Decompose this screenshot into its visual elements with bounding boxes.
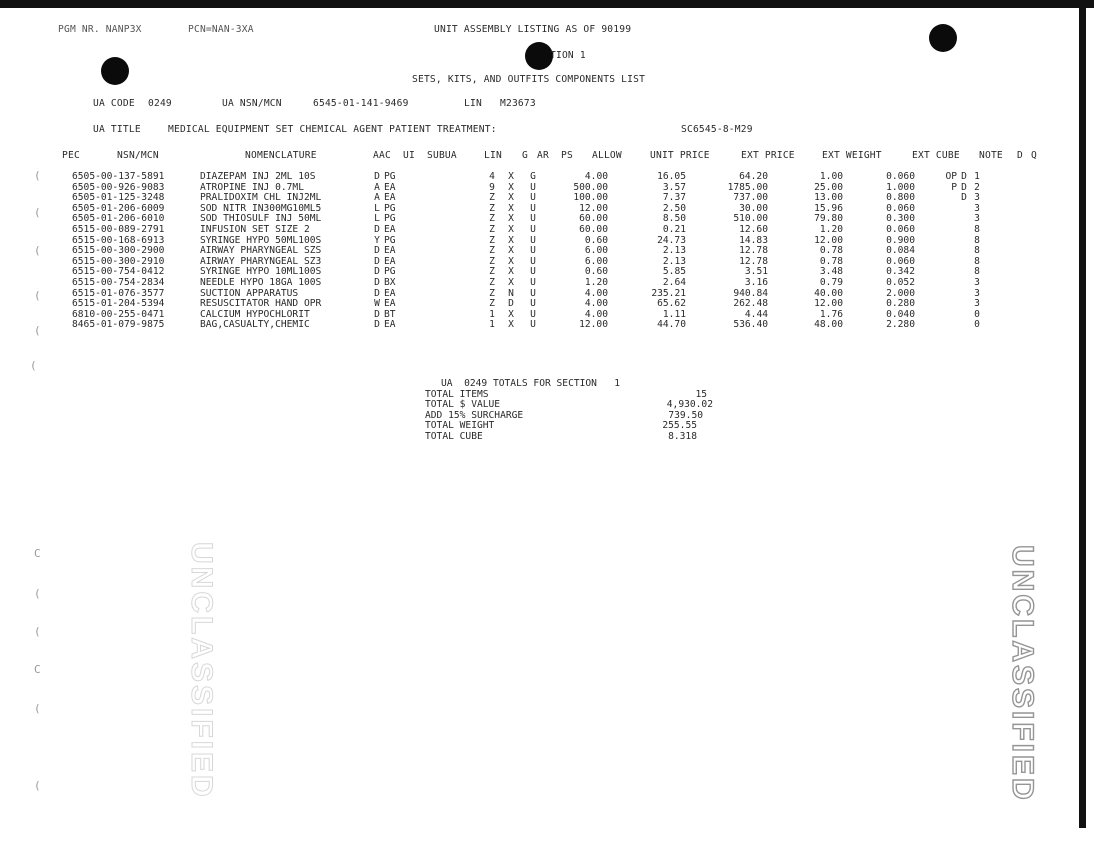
cell-q: 3 [974, 287, 980, 299]
cell-unit: 1.11 [662, 308, 686, 320]
cell-ext: 737.00 [733, 192, 768, 204]
list-title: SETS, KITS, AND OUTFITS COMPONENTS LIST [412, 74, 646, 85]
sprocket-mark: ( [34, 289, 41, 302]
cell-g: Z [489, 287, 495, 299]
cell-note [915, 310, 957, 321]
cell-allow: 60.00 [579, 213, 608, 225]
cell-d: D [961, 181, 967, 193]
cell-ar: X [508, 171, 514, 182]
listing-title: UNIT ASSEMBLY LISTING AS OF 90199 [434, 24, 632, 35]
cell-ext: 3.16 [744, 276, 768, 288]
col-note: NOTE [979, 150, 1003, 161]
cell-aac: D [374, 255, 380, 267]
cell-q: 3 [974, 298, 980, 310]
total-items-label: TOTAL ITEMS [425, 388, 489, 400]
cell-unit: 7.37 [662, 192, 686, 204]
cell-g: Z [489, 234, 495, 246]
components-table [72, 172, 983, 331]
cell-aac: D [374, 266, 380, 278]
cell-unit: 3.57 [662, 181, 686, 193]
cell-ps: U [530, 308, 536, 320]
cell-note: P [951, 181, 957, 193]
cell-unit: 44.70 [657, 319, 686, 331]
cell-wt: 0.79 [819, 276, 843, 288]
cell-ar: X [508, 308, 514, 320]
cell-note [915, 193, 957, 204]
surcharge-label: ADD 15% SURCHARGE [425, 409, 524, 421]
cell-nsn: 6505-01-206-6009 [72, 202, 165, 214]
cell-ui: EA [384, 192, 396, 204]
cell-d [957, 267, 971, 278]
cell-d [957, 225, 971, 236]
cell-nsn: 6515-00-754-2834 [72, 276, 165, 288]
cell-ps: G [530, 171, 536, 182]
cell-ui: PG [384, 266, 396, 278]
cell-cube: 0.060 [886, 202, 915, 214]
page-border-right [1079, 0, 1086, 828]
page-border-top [0, 0, 1094, 8]
total-items-value: 15 [695, 388, 707, 400]
cell-d [957, 289, 971, 300]
cell-note [915, 204, 957, 215]
total-weight-label: TOTAL WEIGHT [425, 420, 495, 432]
cell-ps: U [530, 319, 536, 331]
total-value-label: TOTAL $ VALUE [425, 399, 501, 411]
cell-allow: 6.00 [584, 245, 608, 257]
sprocket-mark: C [34, 547, 41, 560]
cell-cube: 0.060 [886, 171, 915, 182]
sprocket-mark: ( [34, 206, 41, 219]
cell-q: 1 [974, 171, 980, 182]
cell-nomen: BAG,CASUALTY,CHEMIC [200, 319, 310, 331]
cell-nomen: PRALIDOXIM CHL INJ2ML [200, 192, 322, 204]
cell-unit: 2.64 [662, 276, 686, 288]
cell-g: Z [489, 266, 495, 278]
cell-cube: 0.280 [886, 298, 915, 310]
cell-unit: 2.13 [662, 245, 686, 257]
cell-nomen: NEEDLE HYPO 18GA 100S [200, 276, 322, 288]
cell-wt: 0.78 [819, 245, 843, 257]
cell-note [915, 320, 957, 331]
cell-q: 8 [974, 223, 980, 235]
supply-catalog: SC6545-8-M29 [681, 124, 753, 135]
cell-cube: 0.300 [886, 213, 915, 225]
cell-unit: 8.50 [662, 213, 686, 225]
cell-d [957, 320, 971, 331]
punch-hole-center [525, 42, 553, 70]
cell-d [957, 214, 971, 225]
cell-ui: EA [384, 298, 396, 310]
sprocket-mark: ( [34, 169, 41, 182]
cell-allow: 100.00 [573, 192, 608, 204]
cell-ar: D [508, 298, 514, 310]
cell-aac: D [374, 245, 380, 257]
cell-ext: 510.00 [733, 213, 768, 225]
cell-ps: U [530, 287, 536, 299]
cell-wt: 12.00 [814, 234, 843, 246]
cell-ui: PG [384, 234, 396, 246]
col-ar: AR [537, 150, 549, 161]
cell-d: D [961, 171, 967, 182]
total-weight-value: 255.55 [662, 420, 697, 432]
cell-nomen: SYRINGE HYPO 10ML100S [200, 266, 322, 278]
table-row [72, 172, 983, 183]
cell-wt: 25.00 [814, 181, 843, 193]
cell-nsn: 6515-00-168-6913 [72, 234, 165, 246]
cell-d [957, 246, 971, 257]
pgm-number: PGM NR. NANP3X [58, 24, 142, 35]
col-subua: SUBUA [427, 150, 457, 161]
cell-ext: 940.84 [733, 287, 768, 299]
col-unit-price: UNIT PRICE [650, 150, 710, 161]
punch-hole-right [929, 24, 957, 52]
cell-g: Z [489, 245, 495, 257]
cell-wt: 1.00 [819, 171, 843, 182]
cell-ar: X [508, 266, 514, 278]
col-ext-weight: EXT WEIGHT [822, 150, 882, 161]
cell-allow: 1.20 [584, 276, 608, 288]
sprocket-mark: ( [34, 244, 41, 257]
cell-note [915, 214, 957, 225]
ua-nsn-label: UA NSN/MCN [222, 98, 282, 109]
cell-nomen: RESUSCITATOR HAND OPR [200, 298, 322, 310]
col-allow: ALLOW [592, 150, 622, 161]
cell-nsn: 6515-00-754-0412 [72, 266, 165, 278]
cell-cube: 0.342 [886, 266, 915, 278]
classification-stamp-right: UNCLASSIFIED [1006, 545, 1039, 803]
total-cube-value: 8.318 [668, 430, 697, 442]
cell-wt: 79.80 [814, 213, 843, 225]
cell-aac: D [374, 223, 380, 235]
cell-ar: N [508, 287, 514, 299]
table-row [72, 320, 983, 331]
col-nomenclature: NOMENCLATURE [245, 150, 317, 161]
cell-ext: 14.83 [739, 234, 768, 246]
cell-wt: 40.00 [814, 287, 843, 299]
cell-g: Z [489, 255, 495, 267]
cell-ext: 1785.00 [727, 181, 768, 193]
cell-nomen: SOD THIOSULF INJ 50ML [200, 213, 322, 225]
cell-cube: 0.800 [886, 192, 915, 204]
cell-nomen: SUCTION APPARATUS [200, 287, 299, 299]
cell-unit: 2.50 [662, 202, 686, 214]
cell-aac: Y [374, 234, 380, 246]
surcharge-value: 739.50 [668, 409, 703, 421]
components-table-body [72, 172, 983, 331]
cell-ar: X [508, 319, 514, 331]
cell-nsn: 6505-00-926-9083 [72, 181, 165, 193]
section-label: TION 1 [550, 50, 586, 61]
cell-allow: 12.00 [579, 319, 608, 331]
cell-nomen: CALCIUM HYPOCHLORIT [200, 308, 310, 320]
total-value: 4,930.02 [666, 399, 713, 411]
cell-ui: PG [384, 171, 396, 182]
cell-d [957, 310, 971, 321]
cell-note [915, 299, 957, 310]
cell-q: 2 [974, 181, 980, 193]
cell-ext: 262.48 [733, 298, 768, 310]
cell-allow: 4.00 [584, 298, 608, 310]
cell-q: 8 [974, 255, 980, 267]
cell-unit: 2.13 [662, 255, 686, 267]
cell-ps: U [530, 234, 536, 246]
cell-nsn: 6515-00-089-2791 [72, 223, 165, 235]
cell-wt: 1.20 [819, 223, 843, 235]
cell-wt: 48.00 [814, 319, 843, 331]
col-g: G [522, 150, 528, 161]
cell-unit: 5.85 [662, 266, 686, 278]
cell-ps: U [530, 245, 536, 257]
cell-nsn: 8465-01-079-9875 [72, 319, 165, 331]
cell-wt: 3.48 [819, 266, 843, 278]
cell-ext: 12.78 [739, 255, 768, 267]
col-lin: LIN [484, 150, 502, 161]
cell-ar: X [508, 192, 514, 204]
cell-aac: A [374, 192, 380, 204]
cell-q: 3 [974, 213, 980, 225]
sprocket-mark: ( [34, 587, 41, 600]
cell-cube: 1.000 [886, 181, 915, 193]
cell-aac: L [374, 213, 380, 225]
cell-ui: PG [384, 202, 396, 214]
cell-note [915, 246, 957, 257]
cell-allow: 60.00 [579, 223, 608, 235]
cell-wt: 15.96 [814, 202, 843, 214]
col-nsn: NSN/MCN [117, 150, 159, 161]
cell-nsn: 6515-00-300-2900 [72, 245, 165, 257]
col-d: D [1017, 150, 1023, 161]
cell-aac: D [374, 287, 380, 299]
cell-wt: 1.76 [819, 308, 843, 320]
cell-wt: 0.78 [819, 255, 843, 267]
section-totals [425, 378, 725, 442]
cell-ps: U [530, 255, 536, 267]
cell-wt: 12.00 [814, 298, 843, 310]
cell-aac: D [374, 276, 380, 288]
cell-nsn: 6810-00-255-0471 [72, 308, 165, 320]
cell-nsn: 6505-00-137-5891 [72, 171, 165, 182]
cell-ps: U [530, 181, 536, 193]
cell-ar: X [508, 276, 514, 288]
sprocket-mark: ( [34, 702, 41, 715]
cell-ext: 30.00 [739, 202, 768, 214]
cell-ps: U [530, 192, 536, 204]
cell-d [957, 204, 971, 215]
cell-aac: A [374, 181, 380, 193]
cell-g: Z [489, 223, 495, 235]
pcn-code: PCN=NAN-3XA [188, 24, 254, 35]
cell-nsn: 6505-01-206-6010 [72, 213, 165, 225]
cell-ps: U [530, 213, 536, 225]
classification-stamp-left: UNCLASSIFIED [185, 542, 218, 800]
cell-allow: 4.00 [584, 308, 608, 320]
cell-nsn: 6515-00-300-2910 [72, 255, 165, 267]
cell-g: 1 [489, 319, 495, 331]
cell-g: Z [489, 202, 495, 214]
cell-aac: W [374, 298, 380, 310]
cell-nomen: ATROPINE INJ 0.7ML [200, 181, 304, 193]
cell-ar: X [508, 234, 514, 246]
cell-ui: EA [384, 255, 396, 267]
cell-allow: 0.60 [584, 234, 608, 246]
cell-d [957, 236, 971, 247]
sprocket-mark: ( [34, 324, 41, 337]
cell-q: 8 [974, 266, 980, 278]
cell-q: 0 [974, 319, 980, 331]
cell-ext: 12.60 [739, 223, 768, 235]
cell-ui: EA [384, 245, 396, 257]
cell-ar: X [508, 213, 514, 225]
ua-title: MEDICAL EQUIPMENT SET CHEMICAL AGENT PATIENT TREATMENT: [168, 124, 497, 135]
ua-nsn: 6545-01-141-9469 [313, 98, 409, 109]
col-q: Q [1031, 150, 1037, 161]
cell-q: 8 [974, 234, 980, 246]
cell-unit: 235.21 [651, 287, 686, 299]
cell-d [957, 299, 971, 310]
cell-aac: D [374, 308, 380, 320]
cell-ar: X [508, 223, 514, 235]
cell-d: D [961, 192, 967, 204]
cell-cube: 0.060 [886, 223, 915, 235]
cell-note [915, 257, 957, 268]
lin-label: LIN [464, 98, 482, 109]
cell-d [957, 257, 971, 268]
cell-allow: 4.00 [584, 171, 608, 182]
col-ext-price: EXT PRICE [741, 150, 795, 161]
cell-q: 8 [974, 245, 980, 257]
cell-ext: 3.51 [744, 266, 768, 278]
sprocket-mark: C [34, 663, 41, 676]
cell-g: Z [489, 276, 495, 288]
cell-ext: 536.40 [733, 319, 768, 331]
cell-q: 0 [974, 308, 980, 320]
lin-value: M23673 [500, 98, 536, 109]
cell-allow: 12.00 [579, 202, 608, 214]
cell-allow: 4.00 [584, 287, 608, 299]
cell-ps: U [530, 202, 536, 214]
cell-unit: 16.05 [657, 171, 686, 182]
sprocket-mark: ( [30, 359, 37, 372]
cell-unit: 24.73 [657, 234, 686, 246]
table-row [72, 278, 983, 289]
cell-q: 3 [974, 202, 980, 214]
cell-ar: X [508, 255, 514, 267]
cell-note [915, 225, 957, 236]
cell-nsn: 6515-01-204-5394 [72, 298, 165, 310]
cell-note [915, 278, 957, 289]
cell-g: Z [489, 298, 495, 310]
cell-ps: U [530, 266, 536, 278]
cell-aac: D [374, 319, 380, 331]
cell-nomen: INFUSION SET SIZE 2 [200, 223, 310, 235]
cell-nomen: AIRWAY PHARYNGEAL SZS [200, 245, 322, 257]
cell-note: OP [945, 171, 957, 182]
cell-nomen: AIRWAY PHARYNGEAL SZ3 [200, 255, 322, 267]
cell-nomen: SYRINGE HYPO 50ML100S [200, 234, 322, 246]
cell-ui: EA [384, 319, 396, 331]
cell-g: 4 [489, 171, 495, 182]
total-cube-label: TOTAL CUBE [425, 430, 483, 442]
cell-nsn: 6505-01-125-3248 [72, 192, 165, 204]
cell-cube: 0.900 [886, 234, 915, 246]
cell-q: 3 [974, 276, 980, 288]
cell-ui: EA [384, 287, 396, 299]
cell-nsn: 6515-01-076-3577 [72, 287, 165, 299]
col-pec: PEC [62, 150, 80, 161]
cell-ar: X [508, 245, 514, 257]
cell-aac: L [374, 202, 380, 214]
cell-cube: 0.040 [886, 308, 915, 320]
table-row [72, 225, 983, 236]
col-ext-cube: EXT CUBE [912, 150, 960, 161]
cell-g: 9 [489, 181, 495, 193]
cell-ext: 64.20 [739, 171, 768, 182]
cell-ui: BT [384, 308, 396, 320]
cell-cube: 0.084 [886, 245, 915, 257]
cell-wt: 13.00 [814, 192, 843, 204]
cell-ext: 12.78 [739, 245, 768, 257]
cell-unit: 65.62 [657, 298, 686, 310]
cell-ps: U [530, 276, 536, 288]
cell-ui: EA [384, 181, 396, 193]
cell-unit: 0.21 [662, 223, 686, 235]
sprocket-mark: ( [34, 779, 41, 792]
cell-cube: 2.280 [886, 319, 915, 331]
col-aac: AAC [373, 150, 391, 161]
cell-q: 3 [974, 192, 980, 204]
cell-note [915, 236, 957, 247]
cell-ui: EA [384, 223, 396, 235]
cell-allow: 0.60 [584, 266, 608, 278]
sprocket-mark: ( [34, 625, 41, 638]
col-ui: UI [403, 150, 415, 161]
cell-note [915, 289, 957, 300]
cell-allow: 6.00 [584, 255, 608, 267]
col-ps: PS [561, 150, 573, 161]
cell-ar: X [508, 181, 514, 193]
cell-cube: 0.052 [886, 276, 915, 288]
cell-aac: D [374, 171, 380, 182]
cell-nomen: SOD NITR IN300MG10ML5 [200, 202, 322, 214]
ua-title-label: UA TITLE [93, 124, 141, 135]
cell-g: Z [489, 213, 495, 225]
ua-code: 0249 [148, 98, 172, 109]
cell-ps: U [530, 223, 536, 235]
cell-ps: U [530, 298, 536, 310]
cell-note [915, 267, 957, 278]
cell-ar: X [508, 202, 514, 214]
cell-nomen: DIAZEPAM INJ 2ML 10S [200, 171, 316, 182]
cell-allow: 500.00 [573, 181, 608, 193]
cell-d [957, 278, 971, 289]
cell-ui: BX [384, 276, 396, 288]
cell-ext: 4.44 [744, 308, 768, 320]
cell-cube: 2.000 [886, 287, 915, 299]
punch-hole-left [101, 57, 129, 85]
cell-ui: PG [384, 213, 396, 225]
cell-cube: 0.060 [886, 255, 915, 267]
totals-heading: UA 0249 TOTALS FOR SECTION 1 [441, 378, 621, 389]
ua-code-label: UA CODE [93, 98, 135, 109]
cell-g: Z [489, 192, 495, 204]
cell-g: 1 [489, 308, 495, 320]
